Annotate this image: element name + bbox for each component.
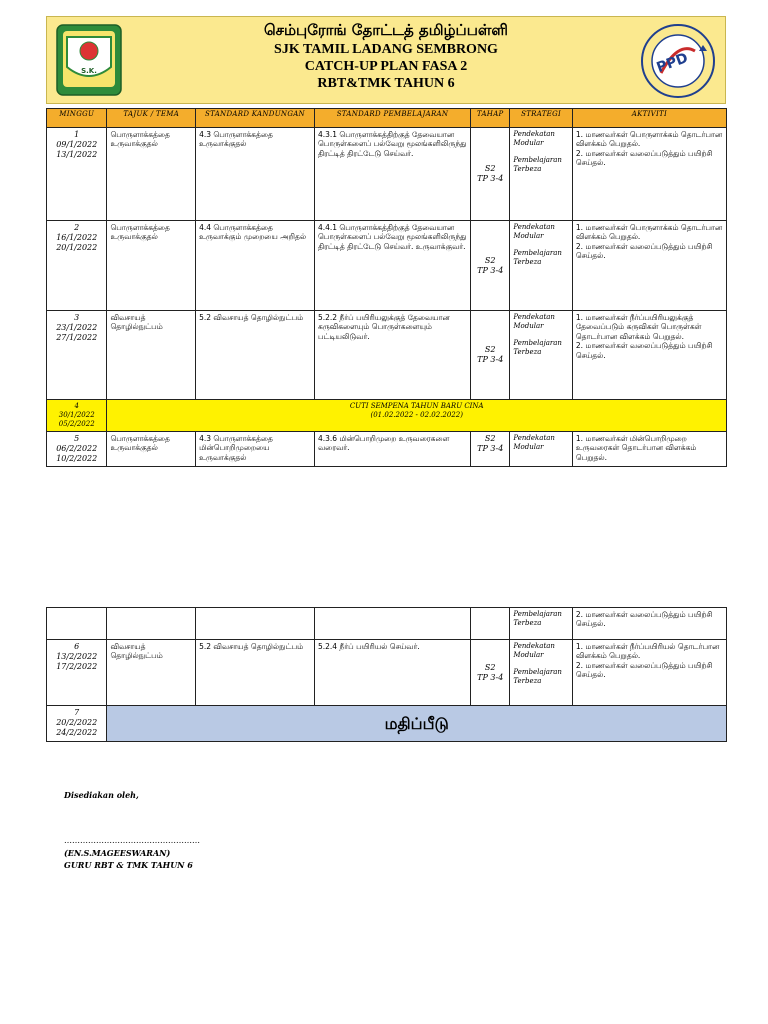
- tajuk-cell: விவசாயத் தொழில்நுட்பம்: [107, 640, 196, 706]
- table-row: [47, 640, 727, 706]
- tajuk-cell: பொருளாக்கத்தை உருவாக்குதல்: [107, 128, 196, 221]
- strategi-item: Pendekatan Modular: [513, 130, 555, 147]
- minggu-dates: 20/2/2022 24/2/2022: [56, 718, 98, 737]
- strategi-item: Pembelajaran Terbeza: [513, 668, 562, 685]
- minggu-cell: [47, 432, 107, 467]
- minggu-dates: 06/2/2022 10/2/2022: [56, 444, 98, 463]
- col-minggu: MINGGU: [47, 109, 107, 128]
- holiday-row: [47, 400, 727, 432]
- logo-left-text: S.K.: [81, 67, 97, 75]
- strategi-cell: [510, 608, 572, 640]
- school-name: SJK TAMIL LADANG SEMBRONG: [274, 42, 498, 57]
- minggu-number: 4: [74, 402, 79, 410]
- empty-cell: [314, 608, 470, 640]
- kandungan-cell: 4.4 பொருளாக்கத்தை உருவாக்கும் முறையை அறிதல்: [196, 221, 315, 311]
- aktiviti-cell: 1. மாணவர்கள் பொருளாக்கம் தொடர்பான விளக்கம் பெறுதல். 2. மாணவர்கள் வலைப்படுத்தும் பயிற்சி செய்தல்.: [572, 221, 726, 311]
- aktiviti-cell: 1. மாணவர்கள் நீர்ப்பயிரியல் தொடர்பான விளக்கம் பெறுதல். 2. மாணவர்கள் வலைப்படுத்தும் பயிற்சி செய்தல்.: [572, 640, 726, 706]
- minggu-dates: 09/1/2022 13/1/2022: [56, 140, 98, 159]
- minggu-number: 5: [74, 434, 80, 443]
- tajuk-cell: பொருளாக்கத்தை உருவாக்குதல்: [107, 221, 196, 311]
- tahap-cell: S2 TP 3-4: [471, 432, 510, 467]
- col-tahap: TAHAP: [471, 109, 510, 128]
- prepared-by-label: Disediakan oleh,: [64, 790, 139, 800]
- school-tamil-name: செம்புரோங் தோட்டத் தமிழ்ப்பள்ளி: [264, 21, 508, 39]
- aktiviti-cell: 1. மாணவர்கள் நீர்ப்பயிரியலுக்குத் தேவைப்படும் கருவிகள் பொருள்கள் தொடர்பான விளக்கம் பெறுதல். 2. மாணவர்கள் வலைப்படுத்தும் பயிற்சி செய்தல்.: [572, 311, 726, 400]
- tahap-cell: S2 TP 3-4: [471, 221, 510, 311]
- catch-up-plan-table-continued: [46, 607, 727, 742]
- strategi-cell: [510, 221, 572, 311]
- aktiviti-cell: 1. மாணவர்கள் பொருளாக்கம் தொடர்பான விளக்கம் பெறுதல். 2. மாணவர்கள் வலைப்படுத்தும் பயிற்சி செய்தல்.: [572, 128, 726, 221]
- strategi-cell: [510, 311, 572, 400]
- tahap-cell: S2 TP 3-4: [471, 128, 510, 221]
- table-row: [47, 311, 727, 400]
- strategi-item: Pendekatan Modular: [513, 434, 555, 451]
- minggu-cell: [47, 221, 107, 311]
- strategi-item: Pendekatan Modular: [513, 223, 555, 240]
- minggu-number: 3: [74, 313, 80, 322]
- holiday-dates: (01.02.2022 - 02.02.2022): [370, 410, 463, 419]
- table-row: [47, 432, 727, 467]
- minggu-dates: 30/1/2022 05/2/2022: [58, 410, 95, 428]
- assessment-cell: மதிப்பீடு: [107, 706, 727, 742]
- aktiviti-cell: 2. மாணவர்கள் வலைப்படுத்தும் பயிற்சி செய்தல்.: [572, 608, 726, 640]
- table-header-row: [47, 109, 727, 128]
- minggu-number: 1: [74, 130, 80, 139]
- strategi-cell: [510, 432, 572, 467]
- kandungan-cell: 4.3 பொருளாக்கத்தை உருவாக்குதல்: [196, 128, 315, 221]
- plan-title: CATCH-UP PLAN FASA 2: [304, 59, 468, 74]
- col-strategi: STRATEGI: [510, 109, 572, 128]
- strategi-item: Pendekatan Modular: [513, 642, 555, 659]
- empty-cell: [107, 608, 196, 640]
- empty-cell: [471, 608, 510, 640]
- kandungan-cell: 4.3 பொருளாக்கத்தை மின்பொறிமுறையை உருவாக்குதல்: [196, 432, 315, 467]
- strategi-item: Pembelajaran Terbeza: [513, 156, 562, 173]
- minggu-cell: [47, 706, 107, 742]
- strategi-cell: [510, 128, 572, 221]
- col-pembelajaran: STANDARD PEMBELAJARAN: [314, 109, 470, 128]
- strategi-item: Pembelajaran Terbeza: [513, 249, 562, 266]
- table-row: [47, 221, 727, 311]
- tajuk-cell: விவசாயத் தொழில்நுட்பம்: [107, 311, 196, 400]
- kandungan-cell: 5.2 விவசாயத் தொழில்நுட்பம்: [196, 311, 315, 400]
- pembelajaran-cell: 4.3.1 பொருளாக்கத்திற்குத் தேவையான பொருள்களைப் பல்வேறு மூலங்களிலிருந்து திரட்டித் திரட்டேடு செய்வர்.: [314, 128, 470, 221]
- minggu-dates: 16/1/2022 20/1/2022: [56, 233, 98, 252]
- header-titles: [137, 19, 635, 92]
- empty-cell: [47, 608, 107, 640]
- tahap-cell: S2 TP 3-4: [471, 640, 510, 706]
- teacher-name: (EN.S.MAGEESWARAN): [64, 848, 171, 858]
- empty-cell: [196, 608, 315, 640]
- signature-line: ……………………………………………: [64, 836, 200, 845]
- minggu-number: 2: [74, 223, 80, 232]
- tajuk-cell: பொருளாக்கத்தை உருவாக்குதல்: [107, 432, 196, 467]
- strategi-cell: [510, 640, 572, 706]
- holiday-cell: [107, 400, 727, 432]
- strategi-item: Pembelajaran Terbeza: [513, 610, 562, 627]
- tahap-cell: S2 TP 3-4: [471, 311, 510, 400]
- pembelajaran-cell: 5.2.4 நீர்ப் பயிரியல் செய்வர்.: [314, 640, 470, 706]
- col-kandungan: STANDARD KANDUNGAN: [196, 109, 315, 128]
- table-row-continued: [47, 608, 727, 640]
- col-aktiviti: AKTIVITI: [572, 109, 726, 128]
- minggu-cell: [47, 400, 107, 432]
- pembelajaran-cell: 4.3.6 மின்பொறிமுறை உருவரைகளை வரைவர்.: [314, 432, 470, 467]
- assessment-row: [47, 706, 727, 742]
- strategi-item: Pembelajaran Terbeza: [513, 339, 562, 356]
- logo-right-text: PPD: [654, 50, 691, 77]
- minggu-dates: 13/2/2022 17/2/2022: [56, 652, 98, 671]
- strategi-item: Pendekatan Modular: [513, 313, 555, 330]
- catch-up-plan-table: [46, 108, 727, 467]
- header-banner: [46, 16, 726, 104]
- minggu-number: 6: [74, 642, 80, 651]
- subject-title: RBT&TMK TAHUN 6: [317, 76, 455, 91]
- teacher-role: GURU RBT & TMK TAHUN 6: [64, 860, 193, 870]
- holiday-title: CUTI SEMPENA TAHUN BARU CINA: [349, 402, 484, 410]
- minggu-cell: [47, 640, 107, 706]
- school-crest-logo: [53, 23, 125, 99]
- minggu-cell: [47, 128, 107, 221]
- minggu-dates: 23/1/2022 27/1/2022: [56, 323, 98, 342]
- table-row: [47, 128, 727, 221]
- ppd-logo: [639, 21, 717, 101]
- kandungan-cell: 5.2 விவசாயத் தொழில்நுட்பம்: [196, 640, 315, 706]
- aktiviti-cell: 1. மாணவர்கள் மின்பொறிமுறை உருவரைகள் தொடர்பான விளக்கம் பெறுதல்.: [572, 432, 726, 467]
- pembelajaran-cell: 5.2.2 நீர்ப் பயிரியலுக்குத் தேவையான கருவிகளையும் பொருள்களையும் பட்டியலிடுவர்.: [314, 311, 470, 400]
- pembelajaran-cell: 4.4.1 பொருளாக்கத்திற்குத் தேவையான பொருள்களைப் பல்வேறு மூலங்களிலிருந்து திரட்டித் திரட்டேடு செய்வர். உருவாக்குவர்.: [314, 221, 470, 311]
- minggu-cell: [47, 311, 107, 400]
- minggu-number: 7: [74, 708, 80, 717]
- col-tajuk: TAJUK / TEMA: [107, 109, 196, 128]
